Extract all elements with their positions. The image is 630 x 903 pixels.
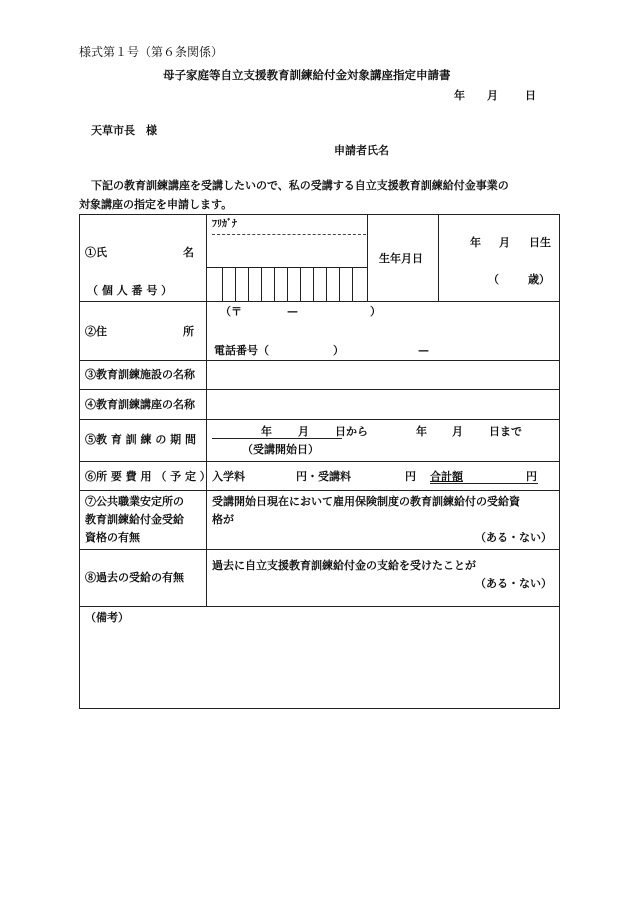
address-label-left: ②住 <box>85 325 107 338</box>
period-to-year: 年 <box>416 425 427 438</box>
phone-label: 電話番号（ <box>214 344 269 357</box>
tuition-fee-label: 円・受講料 <box>296 470 351 483</box>
course-label: ④教育訓練講座の名称 <box>85 398 195 411</box>
tuition-yen-label: 円 <box>405 470 416 483</box>
date-year-label: 年 <box>454 89 465 102</box>
period-from-day: 日から <box>335 425 368 438</box>
eligibility-label-line-2: 教育訓練給付金受給 <box>85 513 184 526</box>
table-border-top <box>79 214 560 215</box>
postal-close: ） <box>370 305 381 318</box>
period-label: ⑤教 育 訓 練 の 期 間 <box>85 433 196 446</box>
eligibility-choice[interactable]: （ある・ない） <box>475 531 552 544</box>
birth-day-label: 日生 <box>529 236 551 249</box>
row-divider <box>79 301 560 302</box>
date-day-label: 日 <box>525 89 536 102</box>
name-cell-divider <box>367 214 368 301</box>
eligibility-text-line-1: 受講開始日現在において雇用保険制度の教育訓練給付の受給資 <box>212 495 520 508</box>
total-amount-label: 合計額 <box>430 470 463 483</box>
id-number-input[interactable] <box>208 268 366 300</box>
course-name-input[interactable] <box>208 391 558 418</box>
birth-date-label: 生年月日 <box>379 252 423 265</box>
application-form-table <box>79 214 560 709</box>
eligibility-label-line-1: ⑦公共職業安定所の <box>85 495 184 508</box>
name-input-area[interactable] <box>207 236 367 266</box>
birth-year-label: 年 <box>470 236 481 249</box>
form-title: 母子家庭等自立支援教育訓練給付金対象講座指定申請書 <box>163 68 451 82</box>
intro-line-1: 下記の教育訓練講座を受講したいので、私の受講する自立支援教育訓練給付金事業の <box>91 179 509 192</box>
period-to-day: 日まで <box>489 425 522 438</box>
name-label-left: ①氏 <box>85 246 107 259</box>
table-border-bottom <box>79 708 560 709</box>
total-yen-label: 円 <box>526 470 537 483</box>
remarks-input-area[interactable] <box>81 628 557 706</box>
row-divider <box>79 461 560 462</box>
row-divider <box>79 549 560 550</box>
total-underline <box>430 483 538 484</box>
age-open-paren: （ <box>488 273 499 286</box>
remarks-label: （備考） <box>85 611 129 624</box>
address-input-area[interactable] <box>208 320 558 342</box>
facility-label: ③教育訓練施設の名称 <box>85 368 195 381</box>
addressee: 天草市長 様 <box>91 124 157 137</box>
row-divider <box>79 490 560 491</box>
row-divider <box>79 389 560 390</box>
row-divider <box>79 360 560 361</box>
name-label-right: 名 <box>183 246 194 259</box>
row-divider <box>79 419 560 420</box>
postal-dash: — <box>287 305 298 318</box>
furigana-label: ﾌﾘｶﾞﾅ <box>212 219 237 230</box>
applicant-name-label: 申請者氏名 <box>334 144 389 157</box>
past-receipt-choice[interactable]: （ある・ない） <box>475 577 552 590</box>
cost-label: ⑥所 要 費 用 （ 予 定 ） <box>85 470 211 483</box>
past-receipt-label: ⑧過去の受給の有無 <box>85 571 184 584</box>
period-start-underline <box>212 438 342 439</box>
period-from-month: 月 <box>298 425 309 438</box>
eligibility-label-line-3: 資格の有無 <box>85 531 140 544</box>
phone-close: ） <box>333 344 344 357</box>
period-from-year: 年 <box>261 425 272 438</box>
label-column-divider <box>206 214 207 606</box>
facility-name-input[interactable] <box>208 362 558 388</box>
form-number: 様式第１号（第６条関係） <box>79 45 224 59</box>
row-divider <box>79 606 560 607</box>
postal-open: （〒 <box>220 305 242 318</box>
period-to-month: 月 <box>452 425 463 438</box>
birth-cell-divider <box>438 214 439 301</box>
birth-month-label: 月 <box>499 236 510 249</box>
date-month-label: 月 <box>487 89 498 102</box>
address-label-right: 所 <box>183 325 194 338</box>
furigana-dashed-line <box>212 234 366 235</box>
intro-line-2: 対象講座の指定を申請します。 <box>79 198 233 211</box>
phone-dash: — <box>418 344 429 357</box>
age-label: 歳） <box>528 273 550 286</box>
eligibility-text-line-2: 格が <box>212 513 234 526</box>
past-receipt-text: 過去に自立支援教育訓練給付金の支給を受けたことが <box>212 559 476 572</box>
admission-fee-label: 入学料 <box>212 470 245 483</box>
id-number-label: （ 個 人 番 号 ） <box>87 284 173 297</box>
period-start-note: （受講開始日） <box>242 443 319 456</box>
